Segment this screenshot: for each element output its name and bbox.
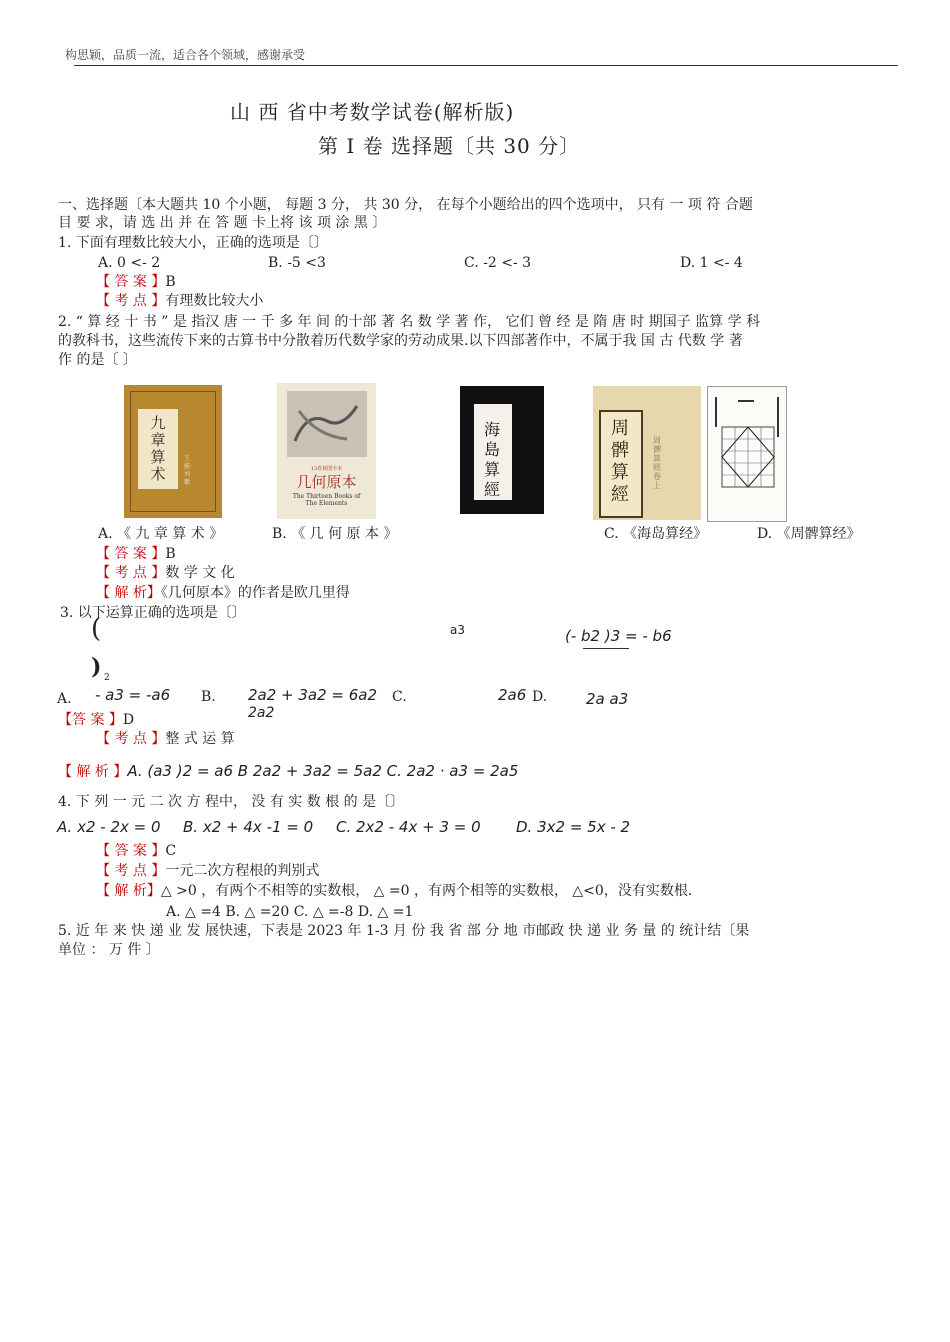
zhoubi-book-image — [593, 386, 701, 520]
q4-option-c: C. 2x2 - 4x + 3 = 0 — [336, 818, 481, 836]
point-label: 【 考 点 】 — [96, 293, 166, 309]
q3-option-a: - a3 = -a6 — [95, 686, 171, 704]
q2-point — [96, 564, 235, 582]
q3-option-a-label: A. — [57, 691, 72, 707]
q4-option-d: D. 3x2 = 5x - 2 — [516, 818, 631, 836]
section-intro-line1: 一、选择题〔本大题共 10 个小题， 每题 3 分， 共 30 分， 在每个小题给出的四个选项中， 只有 一 项 符 合题 — [58, 197, 753, 213]
header-slogan: 构思颖，品质一流，适合各个领域，感谢承受 — [65, 48, 306, 62]
exam-subtitle: 第 I 卷 选择题〔共 30 分〕 — [318, 134, 581, 158]
haidao-book-image — [460, 386, 544, 514]
q3-analysis — [58, 762, 518, 781]
q2-stem-line3: 作 的是〔 〕 — [58, 352, 137, 368]
q3-answer-value: D — [122, 712, 135, 728]
jihe-cover-en2: The Elements — [305, 500, 348, 507]
q1-answer — [96, 273, 176, 291]
q2-analysis — [96, 584, 350, 602]
analysis-label: 【 解 析】 — [96, 585, 161, 601]
jihe-cover-title: 几何原本 — [296, 473, 357, 491]
q1-stem: 1. 下面有理数比较大小，正确的选项是〔〕 — [58, 235, 328, 251]
q1-option-c: C. -2 <- 3 — [464, 255, 532, 271]
q4-analysis — [96, 882, 692, 900]
q3-c-numerator: a3 — [450, 623, 465, 637]
q3-paren-open: ( — [91, 614, 102, 644]
q2-option-b: B. 《 几 何 原 本 》 — [272, 526, 398, 542]
point-label: 【 考 点 】 — [96, 565, 166, 581]
answer-label: 【 答 案 】 — [96, 843, 166, 859]
jiuzhang-cover-author: 王能·刘徽 — [184, 455, 192, 486]
zhoubi-cover-title: 周髀算經 — [611, 418, 629, 505]
q3-paren-close: ) — [91, 654, 102, 680]
point-label: 【 考 点 】 — [96, 731, 166, 747]
analysis-label: 【 解 析】 — [96, 883, 161, 899]
jihe-cover-top: 13卷视图全本 — [310, 466, 343, 472]
answer-label: 【答 案 】 — [58, 712, 123, 728]
answer-label: 【 答 案 】 — [96, 546, 166, 562]
haidao-cover-title: 海島算經 — [483, 420, 500, 499]
q2-stem-line1: 2. “ 算 经 十 书 ” 是 指汉 唐 一 千 多 年 间 的十部 著 名 数 学 著 作， 它们 曾 经 是 隋 唐 时 期国子 监算 学 科 — [58, 314, 761, 330]
q3-option-c: 2a6 — [498, 686, 527, 704]
q4-option-a: A. x2 - 2x = 0 — [57, 818, 161, 836]
q4-discriminants: A. △ =4 B. △ =20 C. △ =-8 D. △ =1 — [166, 904, 414, 920]
q4-analysis-value: △ >0 ，有两个不相等的实数根， △ =0 ，有两个相等的实数根， △<0，没有实数根. — [160, 883, 693, 899]
q2-answer — [96, 545, 176, 563]
jiuzhang-book-image — [124, 385, 222, 518]
q3-exp-2: 2 — [104, 673, 110, 683]
q4-option-b: B. x2 + 4x -1 = 0 — [183, 818, 314, 836]
q1-option-b: B. -5 <3 — [268, 255, 326, 271]
jihe-book-image — [277, 383, 376, 519]
q5-stem-line2: 单位 ： 万 件 〕 — [58, 942, 160, 958]
q2-point-value: 数 学 文 化 — [165, 565, 235, 581]
q3-option-b: 2a2 + 3a2 = 6a2 — [248, 686, 378, 704]
q3-point-value: 整 式 运 算 — [165, 731, 235, 747]
section-intro-line2: 目 要 求，请 选 出 并 在 答 题 卡上将 该 项 涂 黑 〕 — [58, 215, 387, 231]
q1-option-a: A. 0 <- 2 — [98, 255, 161, 271]
q2-option-d: D. 《周髀算经》 — [757, 526, 861, 542]
q2-option-c: C. 《海岛算经》 — [604, 526, 708, 542]
q3-option-d: 2a a3 — [586, 690, 629, 708]
q1-point-value: 有理数比较大小 — [165, 293, 264, 309]
q3-option-b-under: 2a2 — [248, 705, 275, 721]
q4-point — [96, 862, 319, 880]
exam-title: 山 西 省中考数学试卷(解析版) — [230, 100, 515, 124]
point-label: 【 考 点 】 — [96, 863, 166, 879]
q4-stem: 4. 下 列 一 元 二 次 方 程中， 没 有 实 数 根 的 是〔〕 — [58, 794, 405, 810]
q3-option-c-label: C. — [392, 689, 407, 705]
q3-answer — [58, 711, 134, 729]
geometry-diagram-icon — [708, 387, 786, 521]
jihe-cover-en1: The Thirteen Books of — [292, 493, 361, 500]
q3-d-expression-top: (- b2 )3 = - b6 — [565, 627, 672, 645]
q3-option-b-label: B. — [201, 689, 216, 705]
q3-option-d-label: D. — [532, 689, 548, 705]
q3-fraction-bar — [583, 648, 629, 649]
analysis-label: 【 解 析 】 — [58, 764, 128, 780]
q3-stem: 3. 以下运算正确的选项是〔〕 — [60, 605, 246, 621]
q2-answer-value: B — [165, 546, 176, 562]
jiuzhang-cover-title: 九章算术 — [150, 414, 166, 483]
q2-analysis-value: 《几何原本》的作者是欧几里得 — [160, 585, 350, 601]
q1-answer-value: B — [165, 274, 176, 290]
zhoubi-diagram-page-image — [707, 386, 787, 522]
header-divider — [74, 65, 898, 66]
q4-point-value: 一元二次方程根的判别式 — [165, 863, 320, 879]
q4-answer — [96, 842, 176, 860]
q2-option-a: A. 《 九 章 算 术 》 — [98, 526, 224, 542]
q1-option-d: D. 1 <- 4 — [680, 255, 743, 271]
q2-stem-line2: 的教科书，这些流传下来的古算书中分散着历代数学家的劳动成果.以下四部著作中，不属于我 国 古 代数 学 著 — [58, 333, 743, 349]
drawing-hands-icon — [287, 391, 367, 457]
q1-point — [96, 292, 263, 310]
q4-answer-value: C — [165, 843, 177, 859]
q3-analysis-value: A. (a3 )2 = a6 B 2a2 + 3a2 = 5a2 C. 2a2 · a3 = 2a5 — [127, 762, 519, 780]
answer-label: 【 答 案 】 — [96, 274, 166, 290]
q5-stem-line1: 5. 近 年 来 快 递 业 发 展快速，下表是 2023 年 1-3 月 份 我 省 部 分 地 市邮政 快 递 业 务 量 的 统计结〔果 — [58, 923, 750, 939]
zhoubi-cover-side: 周髀算經卷上 — [653, 436, 661, 490]
q3-point — [96, 730, 235, 748]
